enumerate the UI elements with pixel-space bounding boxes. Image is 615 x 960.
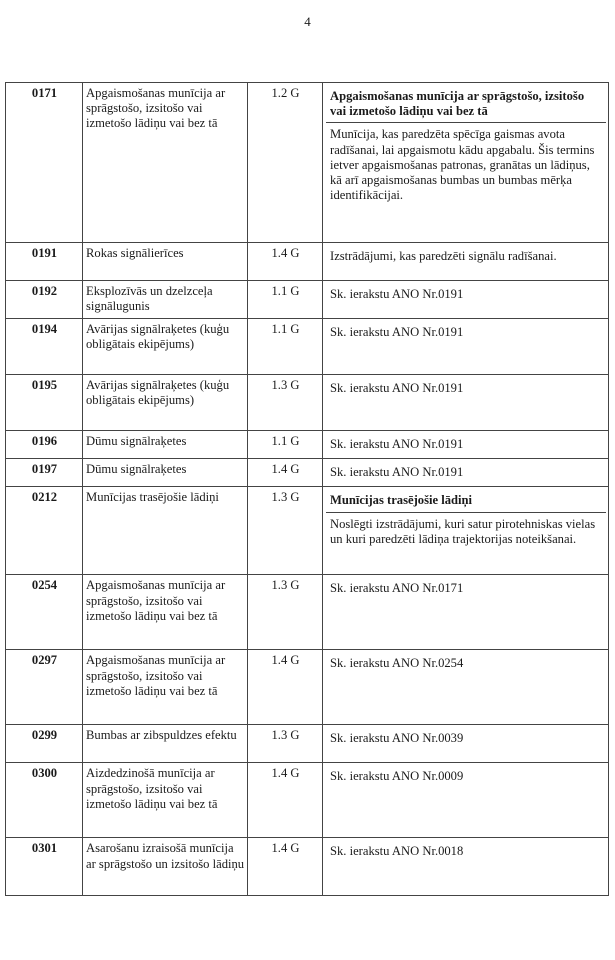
definition-text: Izstrādājumi, kas paredzēti signālu radīšanai. xyxy=(330,249,557,263)
substance-name: Asarošanu izraisošā munīcija ar sprāgstošo un izsitošo lādiņu xyxy=(83,838,248,896)
hazard-class: 1.3 G xyxy=(248,375,323,431)
table-row xyxy=(6,725,609,763)
table-row xyxy=(6,281,609,319)
un-code: 0195 xyxy=(6,375,83,431)
definition-cell xyxy=(323,375,609,431)
definition-cell xyxy=(323,650,609,725)
hazard-class: 1.4 G xyxy=(248,650,323,725)
hazard-class: 1.3 G xyxy=(248,575,323,650)
substance-name: Apgaismošanas munīcija ar sprāgstošo, izsitošo vai izmetošo lādiņu vai bez tā xyxy=(83,575,248,650)
hazard-class: 1.4 G xyxy=(248,838,323,896)
substance-name: Avārijas signālraķetes (kuģu obligātais ekipējums) xyxy=(83,319,248,375)
definition-cell xyxy=(323,725,609,763)
substance-name: Munīcijas trasējošie lādiņi xyxy=(83,487,248,575)
table-row xyxy=(6,431,609,459)
definition-cell xyxy=(323,243,609,281)
table-row xyxy=(6,459,609,487)
hazard-class: 1.1 G xyxy=(248,431,323,459)
substance-name: Apgaismošanas munīcija ar sprāgstošo, izsitošo vai izmetošo lādiņu vai bez tā xyxy=(83,650,248,725)
definition-text: Sk. ierakstu ANO Nr.0191 xyxy=(330,287,464,301)
un-code: 0197 xyxy=(6,459,83,487)
definition-body: Noslēgti izstrādājumi, kuri satur pirotehniskas vielas un kuri paredzēti lādiņa trajektorijas noteikšanai. xyxy=(330,516,596,546)
substance-name: Eksplozīvās un dzelzceļa signālugunis xyxy=(83,281,248,319)
table-row xyxy=(6,838,609,896)
un-code: 0297 xyxy=(6,650,83,725)
un-code: 0171 xyxy=(6,83,83,243)
un-code: 0196 xyxy=(6,431,83,459)
hazard-class: 1.3 G xyxy=(248,725,323,763)
un-code: 0194 xyxy=(6,319,83,375)
un-code: 0212 xyxy=(6,487,83,575)
definition-cell xyxy=(323,838,609,896)
hazard-class: 1.1 G xyxy=(248,319,323,375)
table-row xyxy=(6,375,609,431)
un-code: 0191 xyxy=(6,243,83,281)
table-row xyxy=(6,319,609,375)
table-row xyxy=(6,763,609,838)
definition-cell xyxy=(323,319,609,375)
substance-name: Rokas signālierīces xyxy=(83,243,248,281)
definition-text: Sk. ierakstu ANO Nr.0191 xyxy=(330,437,464,451)
table-row xyxy=(6,487,609,575)
definition-cell xyxy=(323,763,609,838)
table-row xyxy=(6,243,609,281)
substance-name: Avārijas signālraķetes (kuģu obligātais ekipējums) xyxy=(83,375,248,431)
definition-title: Apgaismošanas munīcija ar sprāgstošo, izsitošo vai izmetošo lādiņu vai bez tā xyxy=(326,86,606,123)
definition-cell xyxy=(323,459,609,487)
substance-name: Dūmu signālraķetes xyxy=(83,459,248,487)
definition-body: Munīcija, kas paredzēta spēcīga gaismas avota radīšanai, lai apgaismotu kādu apgabalu. Šis termins ietver apgaismošanas patronas, granātas un lādiņus, kā arī apgaismošanas bumbas un bumbas mērķa identifikācijai. xyxy=(330,127,595,203)
explosives-table xyxy=(5,82,609,896)
hazard-class: 1.4 G xyxy=(248,243,323,281)
un-code: 0192 xyxy=(6,281,83,319)
hazard-class: 1.4 G xyxy=(248,763,323,838)
definition-text: Sk. ierakstu ANO Nr.0039 xyxy=(330,731,464,746)
definition-text: Sk. ierakstu ANO Nr.0191 xyxy=(330,465,464,480)
table-row xyxy=(6,575,609,650)
substance-name: Dūmu signālraķetes xyxy=(83,431,248,459)
definition-cell xyxy=(323,487,609,575)
substance-name: Apgaismošanas munīcija ar sprāgstošo, izsitošo vai izmetošo lādiņu vai bez tā xyxy=(83,83,248,243)
un-code: 0300 xyxy=(6,763,83,838)
substance-name: Bumbas ar zibspuldzes efektu xyxy=(83,725,248,763)
definition-text: Sk. ierakstu ANO Nr.0009 xyxy=(330,769,464,784)
hazard-class: 1.4 G xyxy=(248,459,323,487)
definition-title: Munīcijas trasējošie lādiņi xyxy=(326,490,606,512)
definition-text: Sk. ierakstu ANO Nr.0254 xyxy=(330,656,464,671)
definition-text: Sk. ierakstu ANO Nr.0171 xyxy=(330,581,464,596)
definition-cell xyxy=(323,431,609,459)
page-number: 4 xyxy=(304,14,311,29)
hazard-class: 1.3 G xyxy=(248,487,323,575)
substance-name: Aizdedzinošā munīcija ar sprāgstošo, izsitošo vai izmetošo lādiņu vai bez tā xyxy=(83,763,248,838)
un-code: 0254 xyxy=(6,575,83,650)
hazard-class: 1.1 G xyxy=(248,281,323,319)
hazard-class: 1.2 G xyxy=(248,83,323,243)
definition-text: Sk. ierakstu ANO Nr.0191 xyxy=(330,325,464,339)
table-row xyxy=(6,83,609,243)
definition-text: Sk. ierakstu ANO Nr.0191 xyxy=(330,381,464,395)
un-code: 0301 xyxy=(6,838,83,896)
table-row xyxy=(6,650,609,725)
un-code: 0299 xyxy=(6,725,83,763)
definition-cell xyxy=(323,575,609,650)
definition-text: Sk. ierakstu ANO Nr.0018 xyxy=(330,844,464,859)
definition-cell xyxy=(323,281,609,319)
definition-cell xyxy=(323,83,609,243)
